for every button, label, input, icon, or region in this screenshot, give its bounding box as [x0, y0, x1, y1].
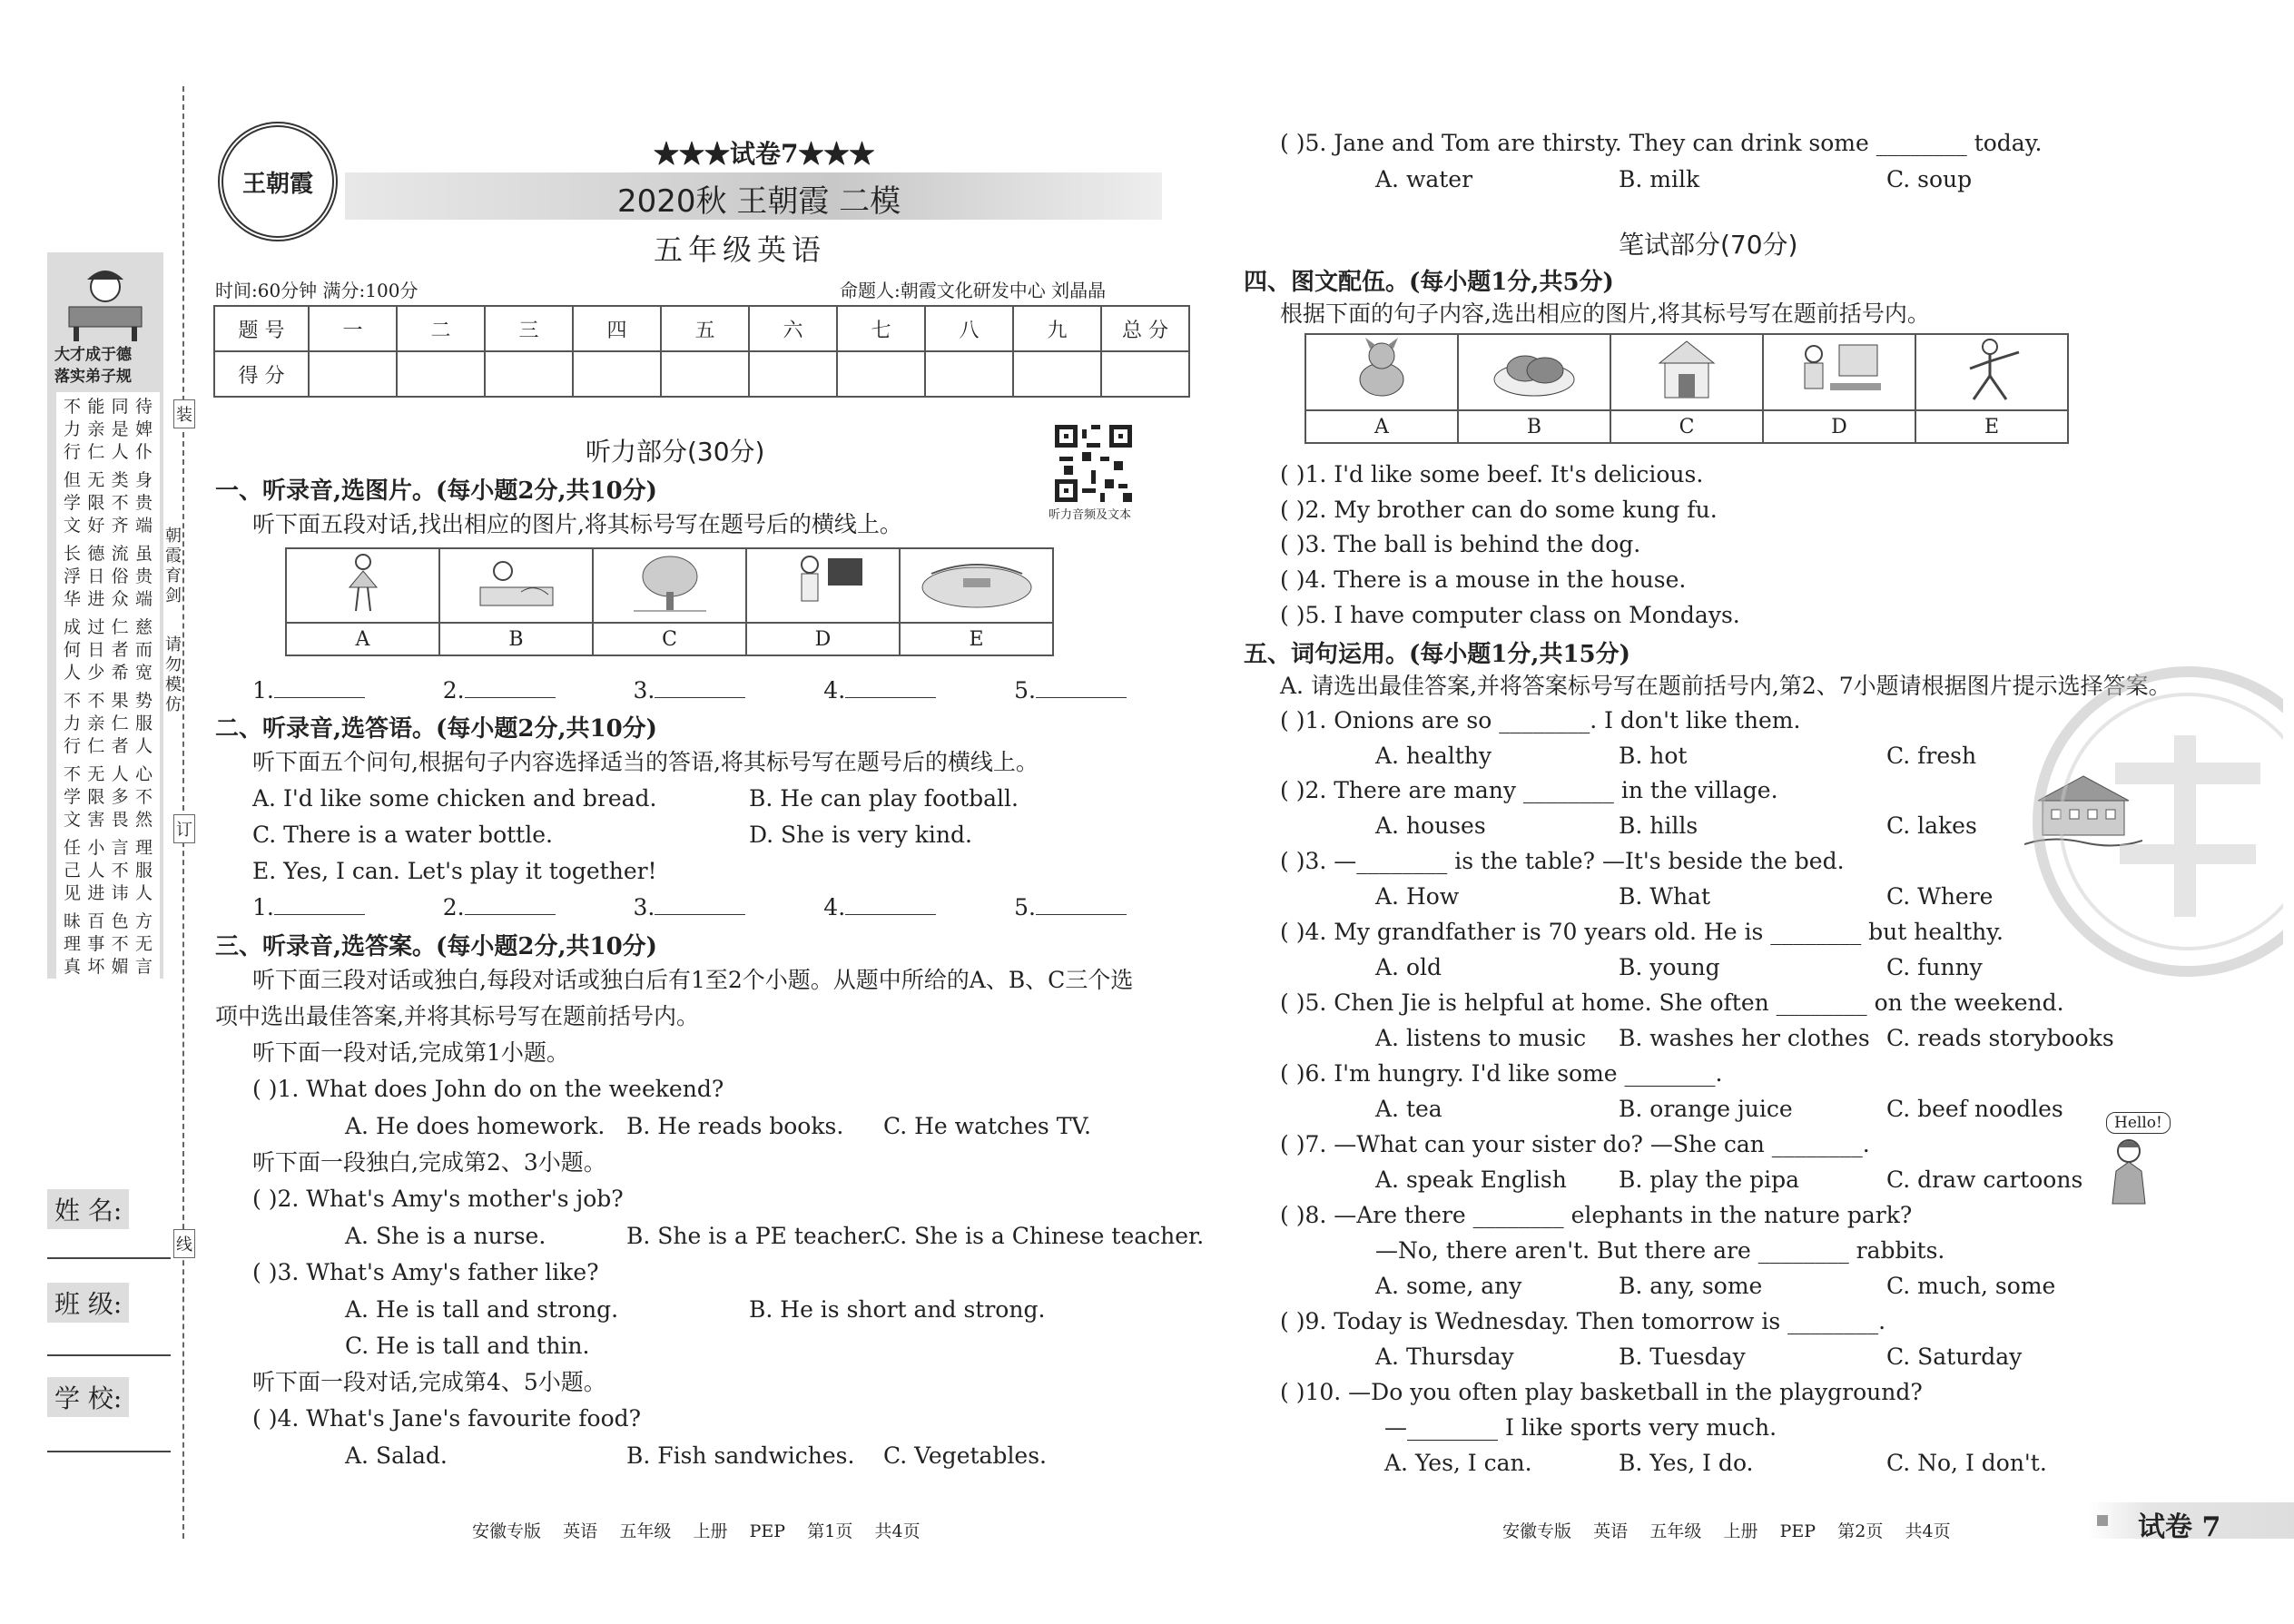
- verse-row: [58, 396, 158, 418]
- pic-label-d: D: [746, 623, 900, 655]
- header: [191, 109, 1171, 267]
- pic-teacher-board: [746, 548, 900, 623]
- answer-blank[interactable]: [655, 677, 745, 698]
- sec5-q1: ( )1. Onions are so ________. I don't like them.: [1280, 707, 1801, 733]
- answer-blank[interactable]: [465, 894, 556, 915]
- sec4-item-3: ( )3. The ball is behind the dog.: [1280, 531, 1641, 557]
- verse-char: 者: [111, 736, 129, 756]
- sec5-q7: ( )7. —What can your sister do? —She can ________.: [1280, 1131, 1870, 1157]
- verse-char: 仁: [111, 617, 129, 637]
- verse-char: 贵: [134, 566, 153, 586]
- verse-char: 无: [87, 470, 105, 490]
- verse-row: [58, 786, 158, 809]
- pic-label-a: A: [1305, 410, 1458, 443]
- verse-char: 百: [87, 911, 105, 931]
- paper-number: ★★★试卷7★★★: [654, 139, 875, 169]
- verse-row: [58, 588, 158, 611]
- verse-row: [58, 441, 158, 464]
- sec4-instruction: 根据下面的句子内容,选出相应的图片,将其标号写在题前括号内。: [1280, 300, 1930, 327]
- verse-char: 真: [64, 957, 82, 977]
- sec3-part2: 听下面一段独白,完成第2、3小题。: [252, 1149, 606, 1176]
- brand-logo: [218, 122, 338, 241]
- left-margin: [0, 0, 192, 1624]
- verse-row: [58, 418, 158, 441]
- verse-char: 理: [64, 934, 82, 954]
- verse-char: 人: [87, 861, 105, 881]
- answer-blank[interactable]: [274, 894, 365, 915]
- verse-row: [58, 956, 158, 979]
- sec5-q6: ( )6. I'm hungry. I'd like some ________.: [1280, 1060, 1723, 1087]
- hello-bubble: Hello!: [2106, 1112, 2171, 1134]
- verse-char: 多: [111, 787, 129, 807]
- verse-char: 理: [134, 838, 153, 858]
- sec3-title: 三、听录音,选答案。(每小题2分,共10分): [215, 933, 657, 960]
- exam-title: 2020秋 王朝霞 二模: [617, 183, 901, 220]
- written-title: 笔试部分(70分): [1619, 230, 1798, 260]
- verse-char: 不: [87, 691, 105, 711]
- sec3-q5-opt-c: C. soup: [1886, 166, 1973, 192]
- sec5-q10: ( )10. —Do you often play basketball in the playground?: [1280, 1379, 1923, 1405]
- verse-char: 文: [64, 516, 82, 536]
- verse-char: 流: [111, 544, 129, 564]
- verse-char: 端: [134, 516, 153, 536]
- verse-char: 事: [87, 934, 105, 954]
- sec2-option-e: E. Yes, I can. Let's play it together!: [252, 858, 657, 884]
- verse-char: 言: [111, 838, 129, 858]
- sec3-q5: ( )5. Jane and Tom are thirsty. They can drink some ________ today.: [1280, 130, 2043, 156]
- verse-row: [58, 616, 158, 639]
- sec5-q2-opt-a: A. houses: [1375, 812, 1486, 839]
- right-footer: 安徽专版 英语 五年级 上册 PEP 第2页 共4页: [1502, 1521, 1951, 1541]
- sec5-q5-opt-c: C. reads storybooks: [1886, 1025, 2114, 1051]
- motto-title-1: 大才成于德: [54, 346, 132, 364]
- verse-row: [58, 469, 158, 492]
- verse-char: 人: [64, 663, 82, 683]
- verse-row: [58, 882, 158, 905]
- sec5-q3-opt-b: B. What: [1619, 883, 1711, 910]
- verse-char: 亲: [87, 419, 105, 439]
- sec1-instruction: 听下面五段对话,找出相应的图片,将其标号写在题号后的横线上。: [252, 511, 902, 537]
- corner-squares-icon: [2097, 1515, 2108, 1526]
- verse-char: 但: [64, 470, 82, 490]
- verse-char: 类: [111, 470, 129, 490]
- answer-blank[interactable]: [1036, 677, 1127, 698]
- verse-char: 然: [134, 810, 153, 830]
- school-field-label: 学 校:: [47, 1377, 129, 1417]
- corner-page-badge: [2088, 1502, 2294, 1543]
- sec3-q5-opt-b: B. milk: [1619, 166, 1700, 192]
- verse-char: 日: [87, 640, 105, 660]
- cut-label-ding: 订: [173, 814, 195, 843]
- verse-char: 不: [64, 691, 82, 711]
- sec5-q9: ( )9. Today is Wednesday. Then tomorrow is ________.: [1280, 1308, 1886, 1334]
- sec3-q1: ( )1. What does John do on the weekend?: [252, 1076, 724, 1102]
- sec3-q2: ( )2. What's Amy's mother's job?: [252, 1186, 624, 1212]
- sec3-part3: 听下面一段对话,完成第4、5小题。: [252, 1369, 606, 1395]
- verse-char: 好: [87, 516, 105, 536]
- sec5-q10-opt-c: C. No, I don't.: [1886, 1450, 2047, 1476]
- verse-char: 心: [134, 764, 153, 784]
- verse-char: 长: [64, 544, 82, 564]
- sec5-q7-opt-c: C. draw cartoons: [1886, 1166, 2083, 1193]
- verse-char: 浮: [64, 566, 82, 586]
- verse-char: 日: [87, 566, 105, 586]
- verse-char: 力: [64, 419, 82, 439]
- pic-ballet-girl: [286, 548, 439, 623]
- sec3-q4-opt-a: A. Salad.: [345, 1442, 448, 1469]
- slogan-vertical: 朝 霞 育 剑: [165, 527, 182, 605]
- verse-char: 无: [87, 764, 105, 784]
- verse-char: 者: [111, 640, 129, 660]
- answer-blank[interactable]: [845, 677, 936, 698]
- pic-boy-drawing: [439, 548, 593, 623]
- verse-char: 行: [64, 442, 82, 462]
- verse-grid: [56, 392, 160, 988]
- sec3-q3-opt-a: A. He is tall and strong.: [345, 1296, 619, 1323]
- sec1-title: 一、听录音,选图片。(每小题2分,共10分): [215, 477, 657, 505]
- sec5-q5-opt-b: B. washes her clothes: [1619, 1025, 1870, 1051]
- sec1-picture-table: [285, 547, 1054, 656]
- verse-char: 学: [64, 787, 82, 807]
- score-row: 得 分: [214, 351, 1189, 397]
- time-info: 时间:60分钟 满分:100分: [215, 280, 418, 301]
- verse-row: [58, 713, 158, 735]
- sec4-item-1: ( )1. I'd like some beef. It's delicious.: [1280, 461, 1704, 487]
- corner-page-label: 试卷 7: [2138, 1511, 2221, 1543]
- cut-line: [182, 86, 184, 1539]
- verse-row: [58, 566, 158, 588]
- cut-label-xian: 线: [173, 1229, 195, 1258]
- verse-row: [58, 933, 158, 956]
- verse-char: 言: [134, 957, 153, 977]
- verse-row: [58, 860, 158, 882]
- pic-kungfu: [1915, 334, 2068, 410]
- answer-blank[interactable]: [465, 677, 556, 698]
- sec4-item-4: ( )4. There is a mouse in the house.: [1280, 566, 1687, 593]
- verse-char: 虽: [134, 544, 153, 564]
- sec2-option-d: D. She is very kind.: [749, 822, 972, 848]
- sec5-q2: ( )2. There are many ________ in the village.: [1280, 777, 1778, 803]
- sec5-q10-line2: —________ I like sports very much.: [1384, 1414, 1777, 1441]
- class-field-label: 班 级:: [47, 1283, 129, 1323]
- sec5-q6-opt-a: A. tea: [1375, 1096, 1442, 1122]
- pic-computer: [1763, 334, 1915, 410]
- pic-label-d: D: [1763, 410, 1915, 443]
- verse-char: 见: [64, 883, 82, 903]
- verse-char: 齐: [111, 516, 129, 536]
- sec3-part1: 听下面一段对话,完成第1小题。: [252, 1039, 569, 1066]
- sec3-q4: ( )4. What's Jane's favourite food?: [252, 1405, 642, 1432]
- verse-char: 畏: [111, 810, 129, 830]
- pic-label-e: E: [1915, 410, 2068, 443]
- verse-char: 亲: [87, 714, 105, 733]
- verse-char: 学: [64, 493, 82, 513]
- verse-char: 限: [87, 493, 105, 513]
- verse-char: 婢: [134, 419, 153, 439]
- verse-char: 坏: [87, 957, 105, 977]
- verse-char: 少: [87, 663, 105, 683]
- sec2-option-c: C. There is a water bottle.: [252, 822, 553, 848]
- verse-char: 能: [87, 397, 105, 417]
- verse-row: [58, 690, 158, 713]
- verse-row: [58, 809, 158, 832]
- verse-char: 而: [134, 640, 153, 660]
- verse-char: 同: [111, 397, 129, 417]
- verse-char: 色: [111, 911, 129, 931]
- pic-doghouse: [1610, 334, 1763, 410]
- sec3-q3-opt-b: B. He is short and strong.: [749, 1296, 1046, 1323]
- school-field-line[interactable]: [47, 1451, 171, 1452]
- sec5-q3-opt-c: C. Where: [1886, 883, 1994, 910]
- verse-char: 人: [134, 736, 153, 756]
- verse-char: 小: [87, 838, 105, 858]
- verse-char: 不: [64, 764, 82, 784]
- sec3-q3-opt-c: C. He is tall and thin.: [345, 1333, 590, 1359]
- answer-blank[interactable]: [1036, 894, 1127, 915]
- verse-char: 果: [111, 691, 129, 711]
- sec5-q5: ( )5. Chen Jie is helpful at home. She often ________ on the weekend.: [1280, 989, 2064, 1016]
- sec4-item-2: ( )2. My brother can do some kung fu.: [1280, 497, 1718, 523]
- qr-caption: 听力音频及文本: [1049, 508, 1132, 522]
- pic-label-a: A: [286, 623, 439, 655]
- score-table: [213, 305, 1190, 398]
- verse-char: 任: [64, 838, 82, 858]
- verse-char: 限: [87, 787, 105, 807]
- pic-dog: [1305, 334, 1458, 410]
- score-header-row: 题 号 一 二 三 四 五 六 七 八 九 总 分: [214, 306, 1189, 351]
- sec3-q2-opt-a: A. She is a nurse.: [345, 1223, 546, 1249]
- listening-title: 听力部分(30分): [586, 437, 765, 467]
- verse-char: 不: [111, 861, 129, 881]
- sec5-q10-opt-a: A. Yes, I can.: [1384, 1450, 1532, 1476]
- pic-label-c: C: [1610, 410, 1763, 443]
- verse-char: 德: [87, 544, 105, 564]
- verse-char: 待: [134, 397, 153, 417]
- pic-beef: [1458, 334, 1610, 410]
- verse-char: 仁: [111, 714, 129, 733]
- sec5-q3-opt-a: A. How: [1375, 883, 1460, 910]
- verse-char: 服: [134, 714, 153, 733]
- verse-char: 何: [64, 640, 82, 660]
- slogan2-vertical: 请 勿 模 仿: [165, 635, 182, 714]
- girl-illustration: [2102, 1135, 2156, 1207]
- verse-row: [58, 735, 158, 758]
- sec2-option-a: A. I'd like some chicken and bread.: [252, 785, 657, 812]
- verse-char: 进: [87, 883, 105, 903]
- sec2-instruction: 听下面五个问句,根据句子内容选择适当的答语,将其标号写在题号后的横线上。: [252, 749, 1039, 775]
- verse-char: 人: [111, 764, 129, 784]
- sec5-q4-opt-a: A. old: [1375, 954, 1442, 980]
- verse-char: 媚: [111, 957, 129, 977]
- verse-char: 不: [64, 397, 82, 417]
- sec5-q3: ( )3. —________ is the table? —It's beside the bed.: [1280, 848, 1845, 874]
- verse-char: 昧: [64, 911, 82, 931]
- verse-char: 众: [111, 589, 129, 609]
- sec1-answer-row: 1. 2. 3. 4. 5.: [252, 676, 1127, 705]
- sec4-title: 四、图文配伍。(每小题1分,共5分): [1244, 269, 1614, 296]
- verse-char: 不: [134, 787, 153, 807]
- sec3-q4-opt-b: B. Fish sandwiches.: [626, 1442, 855, 1469]
- class-field-line[interactable]: [47, 1354, 171, 1356]
- verse-char: 过: [87, 617, 105, 637]
- motto-panel: [47, 252, 163, 979]
- verse-char: 服: [134, 861, 153, 881]
- sec2-answer-row: 1. 2. 3. 4. 5.: [252, 893, 1127, 922]
- verse-char: 成: [64, 617, 82, 637]
- verse-row: [58, 763, 158, 786]
- sec5-q4: ( )4. My grandfather is 70 years old. He is ________ but healthy.: [1280, 919, 2004, 945]
- verse-char: 宽: [134, 663, 153, 683]
- verse-char: 希: [111, 663, 129, 683]
- sec3-q1-opt-b: B. He reads books.: [626, 1113, 844, 1139]
- sec5-q6-opt-c: C. beef noodles: [1886, 1096, 2063, 1122]
- subject-title: 五年级英语: [654, 232, 827, 267]
- pic-lake: [900, 548, 1053, 623]
- sec4-picture-table: [1305, 333, 2069, 444]
- sec5-q6-opt-b: B. orange juice: [1619, 1096, 1793, 1122]
- verse-row: [58, 662, 158, 684]
- verse-char: 仁: [87, 442, 105, 462]
- verse-char: 不: [111, 493, 129, 513]
- sec3-q4-opt-c: C. Vegetables.: [883, 1442, 1048, 1469]
- verse-char: 端: [134, 589, 153, 609]
- sec3-q1-opt-c: C. He watches TV.: [883, 1113, 1092, 1139]
- verse-char: 己: [64, 861, 82, 881]
- left-footer: 安徽专版 英语 五年级 上册 PEP 第1页 共4页: [472, 1521, 921, 1541]
- sec5-q8-opt-c: C. much, some: [1886, 1273, 2056, 1299]
- cut-label-zhuang: 装: [173, 399, 195, 428]
- pic-label-b: B: [1458, 410, 1610, 443]
- verse-row: [58, 837, 158, 860]
- verse-row: [58, 492, 158, 515]
- verse-char: 俗: [111, 566, 129, 586]
- sec3-instruction-1: 听下面三段对话或独白,每段对话或独白后有1至2个小题。从题中所给的A、B、C三个选: [252, 967, 1134, 993]
- pic-tree: [593, 548, 746, 623]
- verse-char: 不: [111, 934, 129, 954]
- answer-blank[interactable]: [655, 894, 745, 915]
- sec2-option-b: B. He can play football.: [749, 785, 1019, 812]
- sec5-q8: ( )8. —Are there ________ elephants in the nature park?: [1280, 1202, 1913, 1228]
- verse-row: [58, 639, 158, 662]
- pic-label-e: E: [900, 623, 1053, 655]
- sec5-q4-opt-b: B. young: [1619, 954, 1720, 980]
- verse-char: 方: [134, 911, 153, 931]
- answer-blank[interactable]: [845, 894, 936, 915]
- verse-char: 身: [134, 470, 153, 490]
- sec4-item-5: ( )5. I have computer class on Mondays.: [1280, 602, 1740, 628]
- verse-row: [58, 910, 158, 933]
- verse-char: 力: [64, 714, 82, 733]
- verse-char: 进: [87, 589, 105, 609]
- sec2-title: 二、听录音,选答语。(每小题2分,共10分): [215, 715, 657, 743]
- sec3-q2-opt-c: C. She is a Chinese teacher.: [883, 1223, 1205, 1249]
- sec5-q9-opt-c: C. Saturday: [1886, 1343, 2023, 1370]
- sec5-q10-opt-b: B. Yes, I do.: [1619, 1450, 1754, 1476]
- verse-char: 害: [87, 810, 105, 830]
- sec3-q3: ( )3. What's Amy's father like?: [252, 1259, 599, 1285]
- verse-char: 是: [111, 419, 129, 439]
- sec5-q1-opt-b: B. hot: [1619, 743, 1688, 769]
- sec3-q1-opt-a: A. He does homework.: [345, 1113, 605, 1139]
- verse-char: 贵: [134, 493, 153, 513]
- verse-char: 行: [64, 736, 82, 756]
- verse-char: 势: [134, 691, 153, 711]
- pic-label-b: B: [439, 623, 593, 655]
- verse-char: 仁: [87, 736, 105, 756]
- sec5-q8-opt-b: B. any, some: [1619, 1273, 1763, 1299]
- verse-char: 文: [64, 810, 82, 830]
- sec3-instruction-2: 项中选出最佳答案,并将其标号写在题前括号内。: [215, 1003, 699, 1029]
- verse-row: [58, 543, 158, 566]
- verse-char: 人: [111, 442, 129, 462]
- sec5-q7-opt-a: A. speak English: [1375, 1166, 1567, 1193]
- qr-code[interactable]: [1055, 425, 1132, 502]
- verse-char: 仆: [134, 442, 153, 462]
- sec5-q2-opt-c: C. lakes: [1886, 812, 1977, 839]
- watermark-seal: [2029, 663, 2283, 980]
- sec5-q1-opt-c: C. fresh: [1886, 743, 1977, 769]
- name-field-label: 姓 名:: [47, 1189, 129, 1229]
- pic-label-c: C: [593, 623, 746, 655]
- sec5-instruction: A. 请选出最佳答案,并将答案标号写在题前括号内,第2、7小题请根据图片提示选择答案。: [1280, 673, 2171, 699]
- verse-char: 人: [134, 883, 153, 903]
- sec5-q2-opt-b: B. hills: [1619, 812, 1698, 839]
- sec5-q5-opt-a: A. listens to music: [1375, 1025, 1587, 1051]
- sec5-q8-line2: —No, there aren't. But there are ________ rabbits.: [1375, 1237, 1945, 1264]
- verse-char: 慈: [134, 617, 153, 637]
- sec3-q2-opt-b: B. She is a PE teacher.: [626, 1223, 887, 1249]
- logo-text: 王朝霞: [241, 170, 313, 198]
- answer-blank[interactable]: [274, 677, 365, 698]
- sec5-q7-opt-b: B. play the pipa: [1619, 1166, 1800, 1193]
- sec5-title: 五、词句运用。(每小题1分,共15分): [1244, 641, 1630, 668]
- verse-char: 华: [64, 589, 82, 609]
- sec5-q9-opt-b: B. Tuesday: [1619, 1343, 1746, 1370]
- sec5-q9-opt-a: A. Thursday: [1375, 1343, 1514, 1370]
- name-field-line[interactable]: [47, 1257, 171, 1259]
- verse-char: 无: [134, 934, 153, 954]
- verse-char: 讳: [111, 883, 129, 903]
- sec5-q4-opt-c: C. funny: [1886, 954, 1983, 980]
- sec5-q1-opt-a: A. healthy: [1375, 743, 1492, 769]
- scholar-illustration: [60, 261, 151, 343]
- author-info: 命题人:朝霞文化研发中心 刘晶晶: [840, 280, 1107, 301]
- sec3-q5-opt-a: A. water: [1375, 166, 1473, 192]
- sec5-q8-opt-a: A. some, any: [1375, 1273, 1522, 1299]
- verse-row: [58, 515, 158, 537]
- motto-title-2: 落实弟子规: [54, 368, 132, 386]
